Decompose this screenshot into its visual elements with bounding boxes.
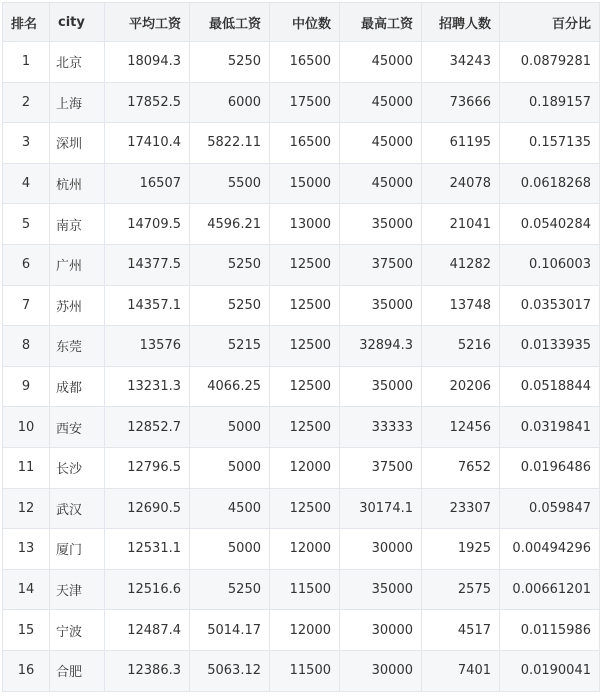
- percentage-cell: 0.0133935: [500, 326, 600, 367]
- rank-cell: 3: [3, 123, 50, 164]
- avg-salary-cell: 12796.5: [105, 447, 190, 488]
- min-salary-cell: 5000: [190, 529, 270, 570]
- median-cell: 12500: [270, 285, 340, 326]
- min-salary-cell: 5000: [190, 407, 270, 448]
- median-cell: 12000: [270, 529, 340, 570]
- percentage-cell: 0.0540284: [500, 204, 600, 245]
- median-cell: 17500: [270, 82, 340, 123]
- table-row: [3, 82, 600, 123]
- table-row: [3, 569, 600, 610]
- hiring-count-cell: 7652: [422, 447, 500, 488]
- table-row: [3, 42, 600, 83]
- header-cell[interactable]: 平均工资: [105, 3, 190, 42]
- max-salary-cell: 32894.3: [340, 326, 422, 367]
- avg-salary-cell: 18094.3: [105, 42, 190, 83]
- min-salary-cell: 5014.17: [190, 610, 270, 651]
- median-cell: 11500: [270, 650, 340, 691]
- rank-cell: 2: [3, 82, 50, 123]
- max-salary-cell: 30000: [340, 529, 422, 570]
- hiring-count-cell: 41282: [422, 244, 500, 285]
- max-salary-cell: 33333: [340, 407, 422, 448]
- median-cell: 16500: [270, 123, 340, 164]
- max-salary-cell: 30000: [340, 650, 422, 691]
- hiring-count-cell: 73666: [422, 82, 500, 123]
- header-cell[interactable]: city: [50, 3, 105, 42]
- city-cell: 武汉: [50, 488, 105, 529]
- hiring-count-cell: 12456: [422, 407, 500, 448]
- max-salary-cell: 35000: [340, 366, 422, 407]
- rank-cell: 6: [3, 244, 50, 285]
- median-cell: 12500: [270, 488, 340, 529]
- percentage-cell: 0.157135: [500, 123, 600, 164]
- table-row: [3, 326, 600, 367]
- percentage-cell: 0.106003: [500, 244, 600, 285]
- city-cell: 厦门: [50, 529, 105, 570]
- city-cell: 广州: [50, 244, 105, 285]
- hiring-count-cell: 21041: [422, 204, 500, 245]
- avg-salary-cell: 16507: [105, 163, 190, 204]
- min-salary-cell: 4500: [190, 488, 270, 529]
- avg-salary-cell: 14377.5: [105, 244, 190, 285]
- hiring-count-cell: 13748: [422, 285, 500, 326]
- table-row: [3, 285, 600, 326]
- table-row: [3, 163, 600, 204]
- max-salary-cell: 35000: [340, 204, 422, 245]
- percentage-cell: 0.0115986: [500, 610, 600, 651]
- city-cell: 西安: [50, 407, 105, 448]
- city-cell: 长沙: [50, 447, 105, 488]
- rank-cell: 1: [3, 42, 50, 83]
- percentage-cell: 0.059847: [500, 488, 600, 529]
- median-cell: 12500: [270, 366, 340, 407]
- table-row: [3, 447, 600, 488]
- min-salary-cell: 6000: [190, 82, 270, 123]
- city-cell: 深圳: [50, 123, 105, 164]
- rank-cell: 5: [3, 204, 50, 245]
- rank-cell: 10: [3, 407, 50, 448]
- percentage-cell: 0.0196486: [500, 447, 600, 488]
- max-salary-cell: 45000: [340, 123, 422, 164]
- percentage-cell: 0.0353017: [500, 285, 600, 326]
- min-salary-cell: 5250: [190, 244, 270, 285]
- hiring-count-cell: 23307: [422, 488, 500, 529]
- avg-salary-cell: 12487.4: [105, 610, 190, 651]
- median-cell: 11500: [270, 569, 340, 610]
- min-salary-cell: 5000: [190, 447, 270, 488]
- header-cell[interactable]: 最高工资: [340, 3, 422, 42]
- avg-salary-cell: 12516.6: [105, 569, 190, 610]
- table-row: [3, 204, 600, 245]
- table-body: [3, 42, 600, 692]
- percentage-cell: 0.00661201: [500, 569, 600, 610]
- rank-cell: 15: [3, 610, 50, 651]
- median-cell: 12500: [270, 407, 340, 448]
- max-salary-cell: 35000: [340, 285, 422, 326]
- hiring-count-cell: 34243: [422, 42, 500, 83]
- percentage-cell: 0.0518844: [500, 366, 600, 407]
- city-cell: 杭州: [50, 163, 105, 204]
- percentage-cell: 0.189157: [500, 82, 600, 123]
- table-row: [3, 407, 600, 448]
- rank-cell: 4: [3, 163, 50, 204]
- min-salary-cell: 5063.12: [190, 650, 270, 691]
- table-row: [3, 123, 600, 164]
- percentage-cell: 0.0190041: [500, 650, 600, 691]
- table-row: [3, 610, 600, 651]
- table-row: [3, 529, 600, 570]
- hiring-count-cell: 7401: [422, 650, 500, 691]
- city-cell: 成都: [50, 366, 105, 407]
- min-salary-cell: 5250: [190, 42, 270, 83]
- min-salary-cell: 5500: [190, 163, 270, 204]
- city-cell: 合肥: [50, 650, 105, 691]
- max-salary-cell: 35000: [340, 569, 422, 610]
- hiring-count-cell: 2575: [422, 569, 500, 610]
- max-salary-cell: 45000: [340, 163, 422, 204]
- avg-salary-cell: 17852.5: [105, 82, 190, 123]
- median-cell: 12500: [270, 326, 340, 367]
- hiring-count-cell: 61195: [422, 123, 500, 164]
- rank-cell: 11: [3, 447, 50, 488]
- header-cell[interactable]: 百分比: [500, 3, 600, 42]
- percentage-cell: 0.0618268: [500, 163, 600, 204]
- city-cell: 上海: [50, 82, 105, 123]
- max-salary-cell: 37500: [340, 244, 422, 285]
- city-cell: 北京: [50, 42, 105, 83]
- rank-cell: 12: [3, 488, 50, 529]
- city-cell: 天津: [50, 569, 105, 610]
- min-salary-cell: 4066.25: [190, 366, 270, 407]
- max-salary-cell: 30000: [340, 610, 422, 651]
- rank-cell: 9: [3, 366, 50, 407]
- min-salary-cell: 5250: [190, 569, 270, 610]
- max-salary-cell: 45000: [340, 82, 422, 123]
- avg-salary-cell: 12531.1: [105, 529, 190, 570]
- hiring-count-cell: 4517: [422, 610, 500, 651]
- avg-salary-cell: 12852.7: [105, 407, 190, 448]
- header-cell[interactable]: 中位数: [270, 3, 340, 42]
- percentage-cell: 0.0879281: [500, 42, 600, 83]
- min-salary-cell: 5250: [190, 285, 270, 326]
- avg-salary-cell: 12690.5: [105, 488, 190, 529]
- header-cell[interactable]: 最低工资: [190, 3, 270, 42]
- avg-salary-cell: 14709.5: [105, 204, 190, 245]
- hiring-count-cell: 20206: [422, 366, 500, 407]
- max-salary-cell: 30174.1: [340, 488, 422, 529]
- header-cell[interactable]: 排名: [3, 3, 50, 42]
- min-salary-cell: 5822.11: [190, 123, 270, 164]
- header-row: [3, 3, 600, 42]
- avg-salary-cell: 14357.1: [105, 285, 190, 326]
- median-cell: 15000: [270, 163, 340, 204]
- median-cell: 16500: [270, 42, 340, 83]
- city-cell: 苏州: [50, 285, 105, 326]
- table-row: [3, 650, 600, 691]
- city-cell: 南京: [50, 204, 105, 245]
- min-salary-cell: 4596.21: [190, 204, 270, 245]
- hiring-count-cell: 24078: [422, 163, 500, 204]
- median-cell: 12500: [270, 244, 340, 285]
- max-salary-cell: 37500: [340, 447, 422, 488]
- min-salary-cell: 5215: [190, 326, 270, 367]
- median-cell: 12000: [270, 610, 340, 651]
- hiring-count-cell: 5216: [422, 326, 500, 367]
- table-row: [3, 366, 600, 407]
- avg-salary-cell: 12386.3: [105, 650, 190, 691]
- rank-cell: 8: [3, 326, 50, 367]
- avg-salary-cell: 13576: [105, 326, 190, 367]
- rank-cell: 13: [3, 529, 50, 570]
- rank-cell: 7: [3, 285, 50, 326]
- city-cell: 宁波: [50, 610, 105, 651]
- city-cell: 东莞: [50, 326, 105, 367]
- median-cell: 13000: [270, 204, 340, 245]
- avg-salary-cell: 17410.4: [105, 123, 190, 164]
- table-row: [3, 488, 600, 529]
- rank-cell: 14: [3, 569, 50, 610]
- median-cell: 12000: [270, 447, 340, 488]
- header-cell[interactable]: 招聘人数: [422, 3, 500, 42]
- salary-table: [2, 2, 600, 692]
- table-row: [3, 244, 600, 285]
- percentage-cell: 0.0319841: [500, 407, 600, 448]
- rank-cell: 16: [3, 650, 50, 691]
- max-salary-cell: 45000: [340, 42, 422, 83]
- hiring-count-cell: 1925: [422, 529, 500, 570]
- percentage-cell: 0.00494296: [500, 529, 600, 570]
- avg-salary-cell: 13231.3: [105, 366, 190, 407]
